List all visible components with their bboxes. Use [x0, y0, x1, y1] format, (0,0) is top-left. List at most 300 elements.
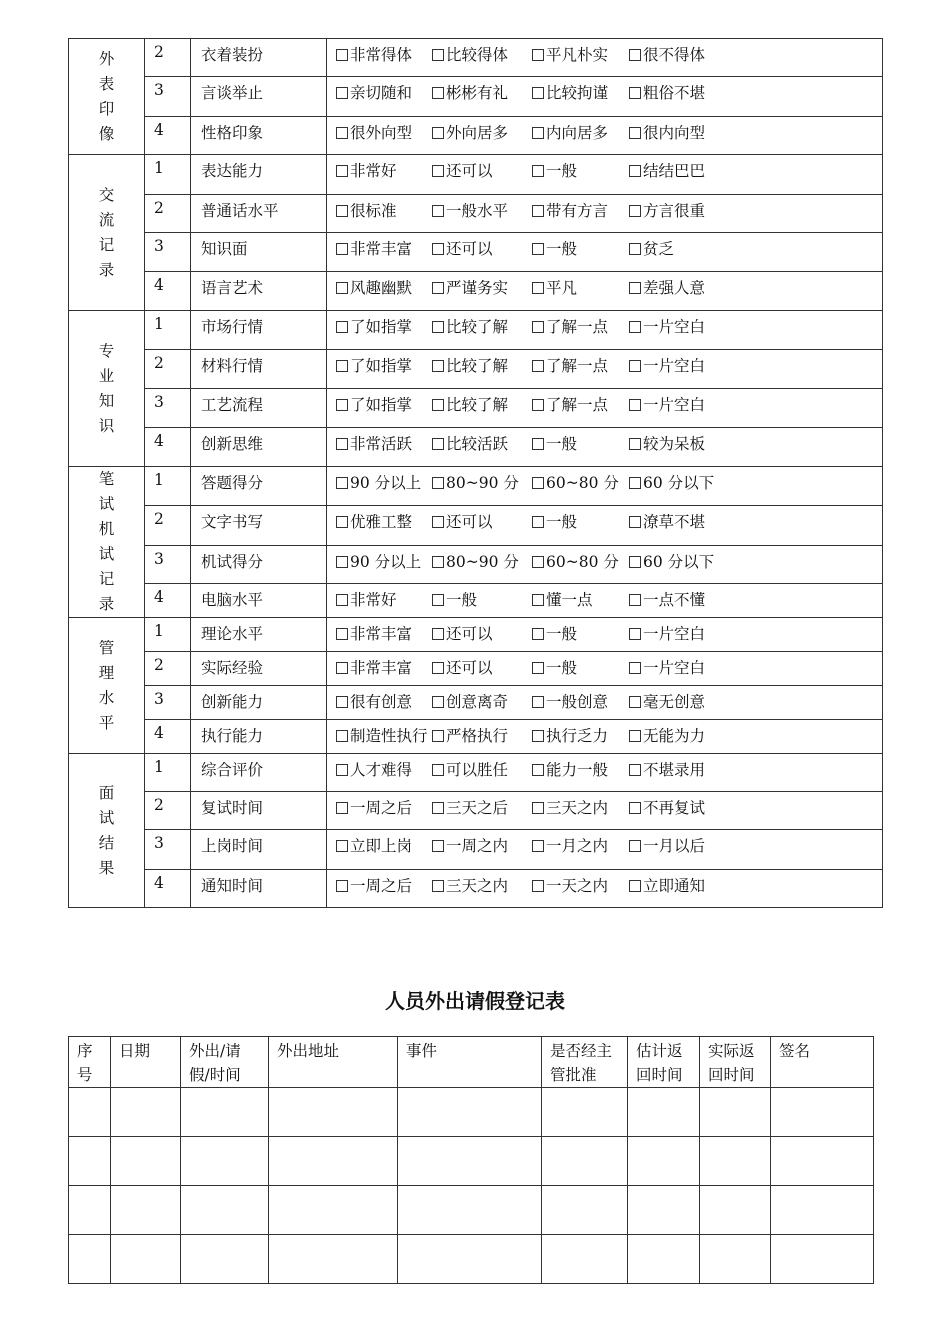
checkbox-option[interactable] [532, 656, 577, 678]
checkbox-option[interactable] [336, 393, 412, 415]
checkbox-option[interactable] [336, 81, 412, 103]
checkbox-icon[interactable] [336, 321, 348, 333]
checkbox-option[interactable] [432, 758, 508, 780]
checkbox-icon[interactable] [532, 662, 544, 674]
leave-column-header: 事件 [398, 1037, 542, 1088]
checkbox-icon[interactable] [532, 556, 544, 568]
checkbox-option[interactable] [532, 121, 608, 143]
leave-entry-cell[interactable] [69, 1088, 111, 1137]
checkbox-icon[interactable] [532, 802, 544, 814]
eval-item-label: 实际经验 [191, 652, 327, 686]
checkbox-option[interactable] [629, 471, 714, 493]
checkbox-icon[interactable] [629, 127, 641, 139]
checkbox-icon[interactable] [336, 516, 348, 528]
checkbox-icon[interactable] [336, 282, 348, 294]
checkbox-option[interactable] [629, 796, 705, 818]
leave-entry-cell[interactable] [181, 1235, 269, 1284]
checkbox-icon[interactable] [629, 556, 641, 568]
eval-category-label: 专业知识 [98, 341, 115, 435]
checkbox-option[interactable] [532, 724, 608, 746]
leave-entry-cell[interactable] [269, 1186, 398, 1235]
leave-entry-cell[interactable] [628, 1137, 700, 1186]
checkbox-option[interactable] [629, 758, 705, 780]
leave-entry-cell[interactable] [700, 1088, 771, 1137]
eval-row [69, 233, 883, 272]
eval-item-label: 表达能力 [191, 155, 327, 195]
checkbox-option[interactable] [432, 550, 519, 572]
checkbox-label: 80~90 分 [446, 474, 519, 492]
eval-options [327, 467, 883, 506]
eval-item-number: 3 [145, 77, 191, 117]
leave-entry-cell[interactable] [628, 1235, 700, 1284]
checkbox-label: 优雅工整 [350, 513, 413, 531]
checkbox-icon[interactable] [532, 360, 544, 372]
checkbox-icon[interactable] [432, 243, 444, 255]
eval-item-number: 1 [145, 467, 191, 506]
checkbox-icon[interactable] [336, 438, 348, 450]
checkbox-icon[interactable] [629, 205, 641, 217]
leave-entry-cell[interactable] [771, 1137, 874, 1186]
checkbox-icon[interactable] [432, 628, 444, 640]
checkbox-label: 非常丰富 [350, 659, 413, 677]
checkbox-option[interactable] [629, 834, 705, 856]
eval-row [69, 584, 883, 618]
leave-entry-cell[interactable] [269, 1137, 398, 1186]
checkbox-icon[interactable] [532, 840, 544, 852]
checkbox-option[interactable] [432, 834, 508, 856]
checkbox-icon[interactable] [629, 516, 641, 528]
checkbox-icon[interactable] [532, 438, 544, 450]
checkbox-option[interactable] [432, 199, 508, 221]
checkbox-option[interactable] [432, 315, 508, 337]
leave-entry-cell[interactable] [771, 1186, 874, 1235]
leave-entry-cell[interactable] [542, 1235, 628, 1284]
checkbox-label: 比较了解 [446, 357, 509, 375]
checkbox-option[interactable] [532, 758, 608, 780]
checkbox-option[interactable] [336, 510, 412, 532]
checkbox-option[interactable] [336, 471, 421, 493]
checkbox-option[interactable] [336, 724, 428, 746]
checkbox-option[interactable] [336, 276, 412, 298]
checkbox-option[interactable] [532, 393, 608, 415]
checkbox-icon[interactable] [432, 516, 444, 528]
checkbox-option[interactable] [336, 354, 412, 376]
eval-options [327, 117, 883, 155]
checkbox-option[interactable] [336, 43, 412, 65]
checkbox-option[interactable] [432, 43, 508, 65]
checkbox-label: 不再复试 [643, 799, 706, 817]
checkbox-icon[interactable] [336, 840, 348, 852]
checkbox-label: 90 分以上 [350, 474, 422, 492]
eval-row [69, 350, 883, 389]
leave-entry-cell[interactable] [111, 1137, 181, 1186]
checkbox-option[interactable] [629, 656, 705, 678]
checkbox-option[interactable] [432, 237, 493, 259]
checkbox-option[interactable] [532, 834, 608, 856]
checkbox-icon[interactable] [629, 165, 641, 177]
checkbox-option[interactable] [336, 622, 412, 644]
checkbox-option[interactable] [336, 121, 412, 143]
checkbox-icon[interactable] [336, 360, 348, 372]
checkbox-option[interactable] [532, 159, 577, 181]
checkbox-icon[interactable] [432, 49, 444, 61]
checkbox-label: 内向居多 [546, 124, 609, 142]
checkbox-option[interactable] [336, 758, 412, 780]
checkbox-option[interactable] [432, 471, 519, 493]
checkbox-option[interactable] [336, 588, 397, 610]
eval-options [327, 272, 883, 311]
checkbox-option[interactable] [532, 315, 608, 337]
checkbox-label: 还可以 [446, 240, 493, 258]
checkbox-icon[interactable] [432, 594, 444, 606]
checkbox-icon[interactable] [629, 764, 641, 776]
checkbox-option[interactable] [336, 432, 412, 454]
checkbox-label: 能力一般 [546, 761, 609, 779]
eval-category-label: 外表印像 [98, 49, 115, 143]
checkbox-icon[interactable] [432, 880, 444, 892]
checkbox-option[interactable] [432, 588, 477, 610]
checkbox-icon[interactable] [432, 662, 444, 674]
eval-item-label: 复试时间 [191, 792, 327, 830]
checkbox-label: 比较拘谨 [546, 84, 609, 102]
checkbox-option[interactable] [532, 471, 619, 493]
leave-entry-cell[interactable] [398, 1235, 542, 1284]
checkbox-icon[interactable] [532, 696, 544, 708]
checkbox-icon[interactable] [336, 87, 348, 99]
checkbox-option[interactable] [432, 432, 508, 454]
checkbox-option[interactable] [432, 724, 508, 746]
checkbox-icon[interactable] [336, 880, 348, 892]
checkbox-label: 三天之内 [546, 799, 609, 817]
checkbox-icon[interactable] [432, 360, 444, 372]
eval-options [327, 830, 883, 870]
checkbox-option[interactable] [532, 550, 619, 572]
checkbox-icon[interactable] [629, 282, 641, 294]
checkbox-label: 非常好 [350, 162, 397, 180]
checkbox-option[interactable] [532, 510, 577, 532]
checkbox-icon[interactable] [629, 321, 641, 333]
checkbox-icon[interactable] [532, 127, 544, 139]
checkbox-icon[interactable] [532, 730, 544, 742]
checkbox-icon[interactable] [432, 730, 444, 742]
leave-entry-cell[interactable] [181, 1186, 269, 1235]
checkbox-icon[interactable] [532, 282, 544, 294]
eval-item-number: 1 [145, 754, 191, 792]
checkbox-icon[interactable] [532, 594, 544, 606]
checkbox-icon[interactable] [432, 696, 444, 708]
checkbox-option[interactable] [336, 874, 412, 896]
checkbox-icon[interactable] [336, 662, 348, 674]
checkbox-icon[interactable] [336, 243, 348, 255]
checkbox-label: 一月以后 [643, 837, 706, 855]
eval-item-number: 3 [145, 546, 191, 584]
checkbox-icon[interactable] [532, 321, 544, 333]
leave-entry-cell[interactable] [269, 1088, 398, 1137]
leave-entry-cell[interactable] [398, 1186, 542, 1235]
eval-item-number: 3 [145, 830, 191, 870]
checkbox-label: 非常得体 [350, 46, 413, 64]
leave-entry-cell[interactable] [398, 1137, 542, 1186]
checkbox-icon[interactable] [432, 127, 444, 139]
checkbox-label: 严谨务实 [446, 279, 509, 297]
eval-item-label: 机试得分 [191, 546, 327, 584]
leave-entry-cell[interactable] [69, 1186, 111, 1235]
checkbox-icon[interactable] [432, 205, 444, 217]
checkbox-icon[interactable] [532, 399, 544, 411]
checkbox-option[interactable] [432, 121, 508, 143]
checkbox-label: 外向居多 [446, 124, 509, 142]
leave-entry-cell[interactable] [700, 1137, 771, 1186]
leave-entry-cell[interactable] [628, 1088, 700, 1137]
checkbox-label: 一天之内 [546, 877, 609, 895]
checkbox-icon[interactable] [629, 730, 641, 742]
checkbox-icon[interactable] [532, 49, 544, 61]
checkbox-icon[interactable] [432, 87, 444, 99]
checkbox-option[interactable] [629, 393, 705, 415]
leave-entry-cell[interactable] [269, 1235, 398, 1284]
eval-item-label: 知识面 [191, 233, 327, 272]
leave-entry-cell[interactable] [111, 1235, 181, 1284]
checkbox-icon[interactable] [336, 127, 348, 139]
checkbox-option[interactable] [432, 159, 493, 181]
eval-row [69, 311, 883, 350]
checkbox-icon[interactable] [532, 165, 544, 177]
checkbox-option[interactable] [532, 354, 608, 376]
checkbox-option[interactable] [532, 237, 577, 259]
eval-category-label: 交流记录 [98, 185, 115, 279]
checkbox-option[interactable] [629, 622, 705, 644]
checkbox-option[interactable] [336, 656, 412, 678]
checkbox-icon[interactable] [629, 360, 641, 372]
checkbox-icon[interactable] [629, 477, 641, 489]
checkbox-icon[interactable] [432, 321, 444, 333]
leave-header-row [69, 1037, 874, 1088]
checkbox-option[interactable] [629, 199, 705, 221]
eval-item-number: 4 [145, 584, 191, 618]
checkbox-icon[interactable] [532, 628, 544, 640]
checkbox-icon[interactable] [532, 477, 544, 489]
checkbox-option[interactable] [532, 874, 608, 896]
checkbox-icon[interactable] [432, 477, 444, 489]
checkbox-label: 一般 [546, 240, 578, 258]
leave-entry-row [69, 1088, 874, 1137]
leave-column-header: 日期 [111, 1037, 181, 1088]
checkbox-option[interactable] [336, 237, 412, 259]
checkbox-option[interactable] [629, 724, 705, 746]
leave-entry-cell[interactable] [69, 1235, 111, 1284]
checkbox-icon[interactable] [336, 49, 348, 61]
checkbox-icon[interactable] [629, 438, 641, 450]
checkbox-option[interactable] [629, 550, 714, 572]
leave-entry-cell[interactable] [628, 1186, 700, 1235]
checkbox-label: 非常丰富 [350, 240, 413, 258]
checkbox-icon[interactable] [629, 243, 641, 255]
eval-category-label: 面试结果 [98, 783, 115, 877]
checkbox-label: 一周之后 [350, 877, 413, 895]
checkbox-label: 方言很重 [643, 202, 706, 220]
checkbox-option[interactable] [629, 510, 705, 532]
leave-entry-cell[interactable] [69, 1137, 111, 1186]
eval-row [69, 117, 883, 155]
checkbox-icon[interactable] [629, 802, 641, 814]
eval-item-label: 理论水平 [191, 618, 327, 652]
checkbox-label: 一片空白 [643, 357, 706, 375]
checkbox-option[interactable] [532, 276, 577, 298]
checkbox-option[interactable] [532, 81, 608, 103]
checkbox-icon[interactable] [432, 802, 444, 814]
checkbox-icon[interactable] [629, 840, 641, 852]
checkbox-option[interactable] [336, 550, 421, 572]
eval-category-label: 笔试机试记录 [98, 470, 115, 613]
checkbox-icon[interactable] [532, 87, 544, 99]
eval-row [69, 467, 883, 506]
checkbox-icon[interactable] [432, 165, 444, 177]
eval-options [327, 39, 883, 77]
checkbox-icon[interactable] [336, 477, 348, 489]
checkbox-option[interactable] [629, 354, 705, 376]
eval-options [327, 652, 883, 686]
checkbox-icon[interactable] [532, 764, 544, 776]
leave-entry-cell[interactable] [771, 1088, 874, 1137]
checkbox-option[interactable] [432, 393, 508, 415]
checkbox-label: 执行乏力 [546, 727, 609, 745]
eval-item-label: 通知时间 [191, 870, 327, 908]
eval-item-number: 2 [145, 39, 191, 77]
checkbox-option[interactable] [532, 690, 608, 712]
checkbox-icon[interactable] [336, 730, 348, 742]
eval-options [327, 754, 883, 792]
checkbox-label: 立即通知 [643, 877, 706, 895]
leave-entry-cell[interactable] [181, 1088, 269, 1137]
checkbox-option[interactable] [532, 199, 608, 221]
checkbox-option[interactable] [432, 622, 493, 644]
checkbox-option[interactable] [532, 622, 577, 644]
checkbox-icon[interactable] [432, 399, 444, 411]
checkbox-label: 风趣幽默 [350, 279, 413, 297]
checkbox-option[interactable] [432, 656, 493, 678]
checkbox-icon[interactable] [629, 87, 641, 99]
checkbox-option[interactable] [336, 199, 397, 221]
checkbox-label: 还可以 [446, 513, 493, 531]
checkbox-option[interactable] [432, 354, 508, 376]
checkbox-icon[interactable] [336, 165, 348, 177]
checkbox-icon[interactable] [336, 696, 348, 708]
checkbox-icon[interactable] [336, 802, 348, 814]
checkbox-icon[interactable] [532, 243, 544, 255]
eval-category [69, 311, 145, 467]
checkbox-label: 一周之后 [350, 799, 413, 817]
leave-entry-cell[interactable] [700, 1186, 771, 1235]
checkbox-icon[interactable] [629, 696, 641, 708]
checkbox-icon[interactable] [336, 628, 348, 640]
checkbox-option[interactable] [629, 690, 705, 712]
checkbox-icon[interactable] [629, 662, 641, 674]
leave-entry-cell[interactable] [111, 1186, 181, 1235]
eval-row [69, 195, 883, 233]
leave-entry-cell[interactable] [700, 1235, 771, 1284]
checkbox-option[interactable] [336, 796, 412, 818]
checkbox-option[interactable] [629, 81, 705, 103]
checkbox-option[interactable] [629, 315, 705, 337]
checkbox-label: 了解一点 [546, 318, 609, 336]
leave-column-header: 估计返回时间 [628, 1037, 700, 1088]
checkbox-option[interactable] [629, 588, 705, 610]
checkbox-icon[interactable] [432, 840, 444, 852]
checkbox-icon[interactable] [336, 764, 348, 776]
checkbox-option[interactable] [532, 432, 577, 454]
checkbox-icon[interactable] [336, 399, 348, 411]
checkbox-icon[interactable] [629, 594, 641, 606]
leave-entry-cell[interactable] [542, 1088, 628, 1137]
checkbox-label: 平凡朴实 [546, 46, 609, 64]
checkbox-option[interactable] [629, 874, 705, 896]
checkbox-icon[interactable] [629, 49, 641, 61]
checkbox-icon[interactable] [532, 516, 544, 528]
checkbox-option[interactable] [432, 276, 508, 298]
eval-options [327, 77, 883, 117]
checkbox-option[interactable] [629, 121, 705, 143]
checkbox-icon[interactable] [629, 628, 641, 640]
checkbox-icon[interactable] [336, 205, 348, 217]
checkbox-option[interactable] [432, 81, 508, 103]
checkbox-icon[interactable] [336, 594, 348, 606]
checkbox-option[interactable] [336, 159, 397, 181]
checkbox-icon[interactable] [336, 556, 348, 568]
checkbox-option[interactable] [432, 874, 508, 896]
leave-entry-cell[interactable] [398, 1088, 542, 1137]
checkbox-icon[interactable] [432, 764, 444, 776]
checkbox-option[interactable] [432, 510, 493, 532]
checkbox-label: 很标准 [350, 202, 397, 220]
checkbox-icon[interactable] [432, 556, 444, 568]
checkbox-icon[interactable] [532, 205, 544, 217]
checkbox-option[interactable] [432, 796, 508, 818]
eval-item-label: 普通话水平 [191, 195, 327, 233]
checkbox-option[interactable] [629, 43, 705, 65]
checkbox-option[interactable] [629, 159, 705, 181]
checkbox-label: 较为呆板 [643, 435, 706, 453]
checkbox-icon[interactable] [432, 282, 444, 294]
checkbox-option[interactable] [336, 690, 412, 712]
checkbox-option[interactable] [336, 834, 412, 856]
leave-entry-cell[interactable] [111, 1088, 181, 1137]
eval-row [69, 77, 883, 117]
eval-options [327, 546, 883, 584]
leave-entry-cell[interactable] [181, 1137, 269, 1186]
leave-entry-cell[interactable] [542, 1186, 628, 1235]
checkbox-option[interactable] [629, 276, 705, 298]
checkbox-option[interactable] [532, 588, 593, 610]
checkbox-option[interactable] [629, 237, 674, 259]
checkbox-option[interactable] [336, 315, 412, 337]
checkbox-icon[interactable] [532, 880, 544, 892]
checkbox-icon[interactable] [629, 399, 641, 411]
checkbox-icon[interactable] [432, 438, 444, 450]
checkbox-icon[interactable] [629, 880, 641, 892]
eval-item-label: 答题得分 [191, 467, 327, 506]
checkbox-label: 平凡 [546, 279, 578, 297]
checkbox-option[interactable] [532, 43, 608, 65]
leave-entry-cell[interactable] [542, 1137, 628, 1186]
checkbox-option[interactable] [629, 432, 705, 454]
checkbox-option[interactable] [432, 690, 508, 712]
eval-item-number: 1 [145, 155, 191, 195]
checkbox-label: 还可以 [446, 659, 493, 677]
eval-options [327, 584, 883, 618]
checkbox-label: 60 分以下 [643, 474, 715, 492]
leave-entry-cell[interactable] [771, 1235, 874, 1284]
checkbox-option[interactable] [532, 796, 608, 818]
